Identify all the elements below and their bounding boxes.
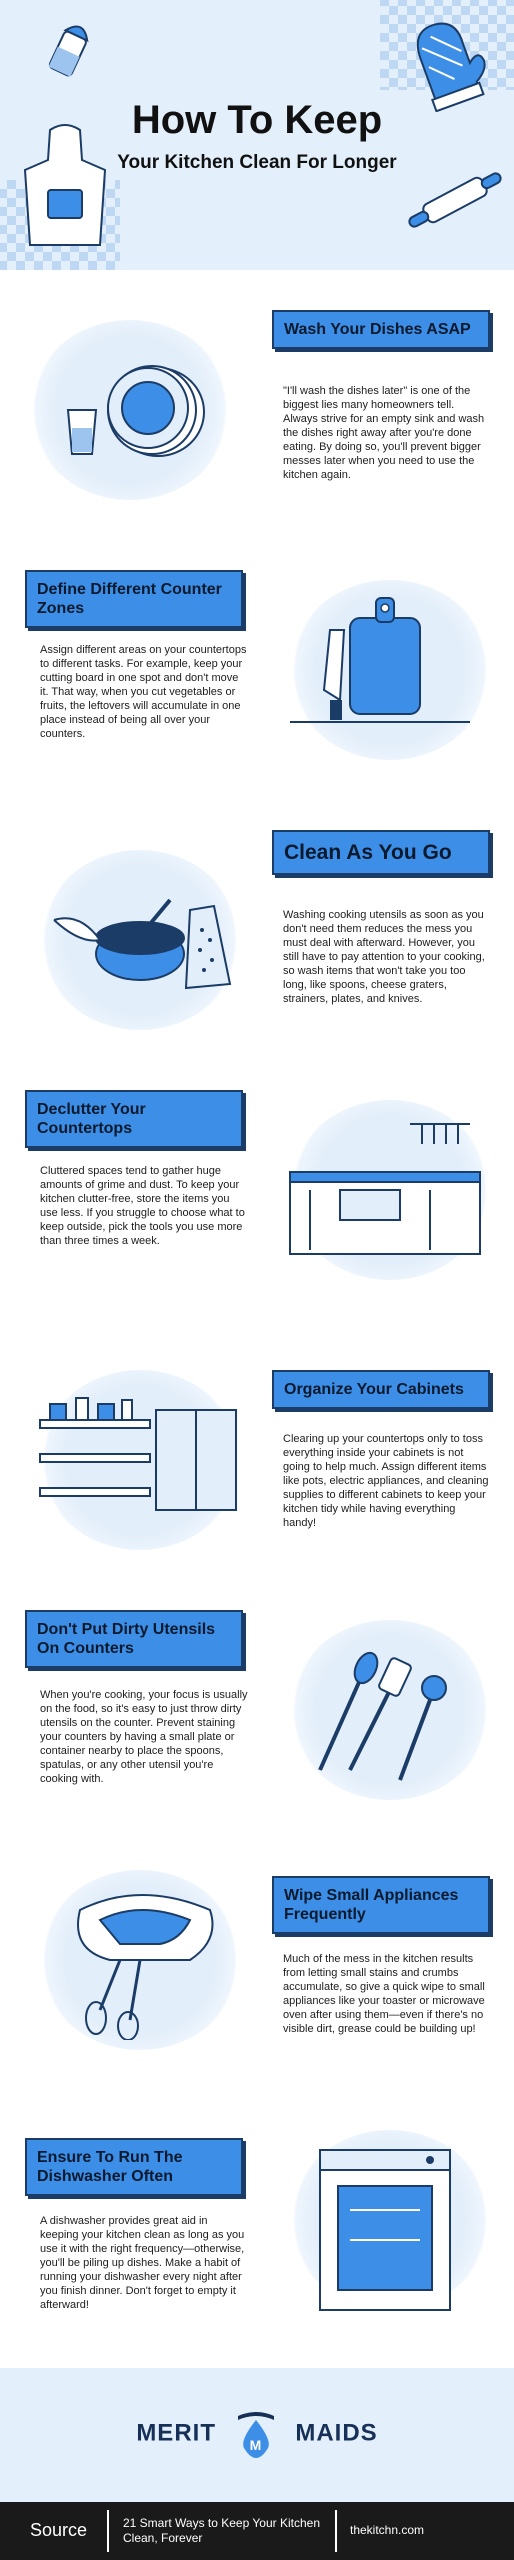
source-url-link[interactable]: thekitchn.com xyxy=(350,2523,425,2537)
section-description: "I'll wash the dishes later" is one of the biggest lies many homeowners tell. Always strive for an empty sink and wash the dishes right away after you're done eating. By doing so, you'll prevent bigger messes later when you need to use the kitchen again. xyxy=(283,385,485,481)
utensils-icon xyxy=(290,1640,450,1790)
section-description: When you're cooking, your focus is usually on the food, so it's easy to just throw dirty utensils on the counter. Prevent staining your counters by having a small plate or container nearby to place the spoons, spatulas, or any other utensil you're cooking with. xyxy=(40,1689,248,1785)
pot-and-grater-icon xyxy=(50,860,240,1010)
hand-mixer-icon xyxy=(40,1880,240,2040)
section-description: Much of the mess in the kitchen results from letting small stains and crumbs accumulate, so give a quick wipe to small appliances like your toaster or microwave oven after using them—even if there's no visible dirt, grease could be building up! xyxy=(283,1953,485,2035)
page-subtitle: Your Kitchen Clean For Longer xyxy=(117,152,397,173)
section-description: Assign different areas on your countertops to different tasks. For example, keep your cutting board in one spot and don't move it. That way, when you cut vegetables or fruits, the leftovers will accumulate in one place instead of being all over your counters. xyxy=(40,644,247,740)
section-heading: Wash Your Dishes ASAP xyxy=(272,310,490,349)
logo-text-right: MAIDS xyxy=(295,2419,378,2447)
divider xyxy=(335,2510,337,2552)
header xyxy=(0,0,514,270)
section-description: Cluttered spaces tend to gather huge amounts of grime and dust. To keep your kitchen clutter-free, store the items you use less. If you struggle to choose what to keep outside, pick the tools you use more than three times a week. xyxy=(40,1165,245,1247)
merit-maids-logo xyxy=(0,2410,514,2458)
page-title: How To Keep xyxy=(131,98,383,142)
section-heading: Organize Your Cabinets xyxy=(272,1370,490,1409)
section-heading: Define Different Counter Zones xyxy=(25,570,243,628)
section-heading: Don't Put Dirty Utensils On Counters xyxy=(25,1610,243,1668)
dishes-stack-icon xyxy=(60,350,220,470)
source-bar xyxy=(0,2502,514,2560)
section-description: Washing cooking utensils as soon as you don't need them reduces the mess you must deal with afterward. However, you still have to pay attention to your cooking, so wash items that won't take you too long, like spoons, cheese graters, strainers, plates, and knives. xyxy=(283,909,485,1005)
logo-text-left: MERIT xyxy=(136,2419,216,2447)
section-heading: Ensure To Run The Dishwasher Often xyxy=(25,2138,243,2196)
salt-shaker-icon xyxy=(40,14,100,84)
kitchen-counter-icon xyxy=(280,1120,490,1260)
svg-text:M: M xyxy=(249,2437,262,2453)
logo-drop-icon xyxy=(234,2410,278,2458)
cutting-board-knife-icon xyxy=(280,590,480,730)
cabinet-shelves-icon xyxy=(36,1380,246,1520)
oven-mitt-icon xyxy=(398,12,488,112)
section-description: Clearing up your countertops only to toss everything inside your cabinets is not going to help much. Assign different items like pots, electric appliances, and cleaning supplies to different cabinets to keep your kitchen tidy while having everything handy! xyxy=(283,1433,489,1529)
section-heading: Wipe Small Appliances Frequently xyxy=(272,1876,490,1934)
divider xyxy=(107,2510,109,2552)
source-label: Source xyxy=(30,2520,88,2540)
section-description: A dishwasher provides great aid in keeping your kitchen clean as long as you use it with the right frequency—otherwise, you'll be piling up dishes. Make a habit of running your dishwasher every night after you finish dinner. Don't forget to empty it afterward! xyxy=(40,2215,245,2311)
rolling-pin-icon xyxy=(400,170,510,230)
source-reference: 21 Smart Ways to Keep Your Kitchen Clean, Forever xyxy=(123,2516,320,2545)
section-heading: Clean As You Go xyxy=(272,830,490,875)
section-heading: Declutter Your Countertops xyxy=(25,1090,243,1148)
dishwasher-icon xyxy=(310,2140,460,2320)
